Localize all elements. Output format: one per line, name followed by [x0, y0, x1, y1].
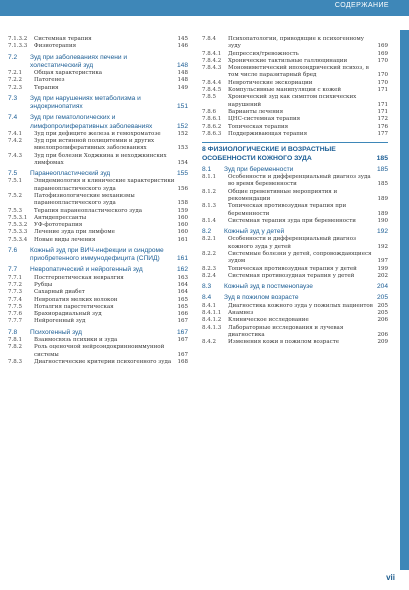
side-tab: [400, 30, 409, 570]
toc-entry-title: Невропатический и нейрогенный зуд: [30, 266, 143, 274]
toc-entry[interactable]: [202, 58, 388, 65]
toc-entry-title: Особенности и дифференциальный диагноз кожного зуда у детей: [228, 236, 357, 250]
toc-entry-page: 209: [377, 339, 388, 346]
toc-entry[interactable]: [8, 318, 188, 325]
toc-entry-number: 7.2.3: [8, 84, 22, 91]
toc-entry-number: 7.2: [8, 53, 18, 61]
toc-entry[interactable]: [8, 337, 188, 344]
toc-entry[interactable]: [8, 237, 188, 244]
toc-entry-page: 170: [377, 79, 388, 86]
toc-entry-title: Депрессия/тревожность: [228, 50, 299, 57]
toc-entry-number: 7.5.3.2: [8, 222, 28, 229]
toc-entry-page: 149: [177, 84, 188, 91]
toc-entry-title: Клиническое исследование: [228, 317, 309, 324]
toc-entry[interactable]: [8, 208, 188, 215]
toc-entry-title: Сахарный диабет: [34, 289, 85, 296]
toc-entry-title: Изменения кожи в пожилом возрасте: [228, 339, 339, 346]
toc-entry-title: Зуд при заболеваниях печени и холестатический зуд: [30, 53, 128, 69]
toc-entry[interactable]: [8, 311, 188, 318]
toc-entry[interactable]: [202, 80, 388, 87]
toc-entry-page: 167: [176, 328, 188, 336]
toc-entry-number: 8.4.2: [202, 339, 216, 346]
toc-entry-title: Системные болезни у детей, сопровождающиеся зудом: [228, 251, 372, 265]
toc-entry-number: 7.2.2: [8, 77, 22, 84]
toc-entry-title: Невротические экскориации: [228, 79, 313, 86]
toc-entry[interactable]: [8, 229, 188, 236]
toc-entry-page: 185: [376, 165, 388, 173]
toc-entry-number: 7.7.1: [8, 274, 22, 281]
toc-entry-number: 7.2.1: [8, 70, 22, 76]
toc-entry-page: 192: [376, 228, 388, 236]
toc-entry-page: 166: [177, 311, 188, 318]
toc-entry[interactable]: [8, 329, 188, 337]
toc-entry-title: Компульсивные манипуляции с кожей: [228, 87, 342, 94]
toc-entry[interactable]: [8, 114, 188, 130]
toc-entry-title: Зуд при истинной полицитемии и других миелопролиферативных заболеваниях: [34, 138, 155, 152]
toc-entry[interactable]: [202, 251, 388, 266]
toc-entry[interactable]: [202, 273, 388, 280]
toc-entry-title: Новые виды лечения: [34, 236, 96, 243]
toc-entry-number: 7.8.4: [202, 36, 216, 42]
toc-entry-number: 7.6: [8, 247, 18, 255]
toc-entry-title: Системная противозудная терапия у детей: [228, 272, 355, 279]
toc-entry-number: 7.8.4.4: [202, 79, 222, 86]
toc-entry[interactable]: [8, 178, 188, 193]
toc-entry[interactable]: [8, 153, 188, 168]
toc-entry-title: Лечение зуда при лимфоме: [34, 229, 115, 236]
toc-entry-title: Терапия: [34, 84, 59, 91]
toc-entry-title: ЦНС-системная терапия: [228, 116, 301, 123]
toc-entry-title: Ноталгия парестетическая: [34, 303, 114, 310]
toc-entry-number: 7.8.2: [8, 344, 22, 351]
toc-entry-title: Эпидемиология и клинические характеристики паранеопластического зуда: [34, 178, 175, 192]
toc-entry[interactable]: [8, 36, 188, 43]
toc-entry-title: УФ-фототерапия: [34, 222, 83, 229]
toc-entry-number: 7.5: [8, 170, 18, 178]
toc-entry[interactable]: [202, 109, 388, 116]
toc-entry-title: Поддерживающая терапия: [228, 130, 308, 137]
toc-entry[interactable]: [8, 359, 188, 366]
toc-entry-number: 7.7: [8, 266, 18, 274]
toc-entry-title: Паранеопластический зуд: [30, 170, 111, 178]
toc-entry-title: Рубцы: [34, 281, 53, 288]
toc-entry[interactable]: [8, 85, 188, 92]
toc-entry-page: 171: [377, 101, 388, 108]
toc-entry-title: Лабораторные исследования и лучевая диагностика: [228, 324, 344, 338]
toc-entry-number: 7.8.6: [202, 108, 216, 115]
toc-entry-number: 7.5.3.4: [8, 236, 28, 243]
toc-entry[interactable]: [202, 294, 388, 302]
toc-entry-number: 8.2: [202, 228, 212, 236]
toc-entry-title: Системная терапия: [34, 36, 92, 42]
toc-entry-number: 8.3: [202, 283, 212, 291]
toc-entry-number: 7.8.6.3: [202, 130, 222, 137]
toc-entry-page: 160: [177, 229, 188, 236]
toc-entry[interactable]: [202, 94, 388, 109]
toc-entry-title: Нейрогенный зуд: [34, 318, 86, 325]
toc-entry-number: 7.3: [8, 94, 18, 102]
toc-entry-page: 146: [177, 43, 188, 50]
toc-entry-page: 148: [177, 77, 188, 84]
toc-entry-title: Диагностические критерии психогенного зуда: [34, 358, 172, 365]
toc-entry-title: Общая характеристика: [34, 70, 103, 76]
toc-entry-page: 167: [177, 336, 188, 343]
toc-entry-page: 165: [177, 303, 188, 310]
toc-entry-title: Патогенез: [34, 77, 65, 84]
toc-entry[interactable]: [8, 344, 188, 359]
toc-entry-page: 152: [176, 122, 188, 130]
toc-entry-number: 7.5.3.3: [8, 229, 28, 236]
toc-entry[interactable]: [8, 275, 188, 282]
toc-entry-number: 8.4.1.2: [202, 317, 222, 324]
toc-entry-number: 7.8.1: [8, 336, 22, 343]
toc-entry[interactable]: [8, 247, 188, 263]
toc-entry[interactable]: [8, 193, 188, 208]
toc-entry-title: Хронические тактильные галлюцинации: [228, 57, 348, 64]
toc-entry-title: Постгерпетическая невралгия: [34, 274, 124, 281]
toc-entry-number: 8.2.2: [202, 251, 216, 258]
toc-entry-title: Анамнез: [228, 309, 254, 316]
toc-entry-title: Взаимосвязь психики и зуда: [34, 336, 118, 343]
toc-entry-page: 177: [377, 130, 388, 137]
toc-entry-page: 159: [177, 207, 188, 214]
toc-entry-title: Общие превентивные мероприятия и рекомендации: [228, 188, 338, 203]
toc-entry[interactable]: [8, 54, 188, 70]
toc-entry-number: 8.1: [202, 165, 212, 173]
toc-entry-number: 7.4.1: [8, 130, 22, 137]
header-bar: [0, 0, 409, 16]
toc-entry[interactable]: [8, 43, 188, 50]
toc-entry-title: Зуд при беременности: [224, 165, 294, 173]
toc-entry-number: 8.1.2: [202, 188, 216, 195]
toc-entry-number: 7.5.3: [8, 207, 22, 214]
toc-entry-number: 8.2.1: [202, 236, 216, 243]
toc-entry-page: 152: [177, 130, 188, 137]
toc-entry-page: 164: [177, 281, 188, 288]
toc-entry-number: 7.8: [8, 328, 18, 336]
toc-entry[interactable]: [8, 77, 188, 84]
toc-entry-title: Топическая противозудная терапия у детей: [228, 265, 357, 272]
toc-entry-title: Зуд при дефиците железа и гемохроматозе: [34, 130, 161, 137]
toc-entry-number: 7.4.2: [8, 138, 22, 144]
toc-entry[interactable]: [8, 266, 188, 274]
toc-entry-title: Кожный зуд у детей: [224, 228, 285, 236]
toc-entry-page: 190: [377, 217, 388, 224]
toc-entry-page: 205: [377, 302, 388, 309]
toc-entry[interactable]: [202, 325, 388, 340]
toc-entry-title: Топическая противозудная терапия при беременности: [228, 203, 347, 217]
toc-entry[interactable]: [202, 236, 388, 251]
toc-entry-title: Патофизиологические механизмы паранеопластического зуда: [34, 192, 135, 207]
toc-entry-page: 161: [177, 236, 188, 243]
toc-entry-number: 7.5.1: [8, 178, 22, 185]
toc-entry-number: 7.7.6: [8, 311, 22, 318]
toc-entry[interactable]: [202, 51, 388, 58]
toc-entry-page: 171: [377, 108, 388, 115]
toc-entry-page: 171: [377, 87, 388, 94]
toc-entry[interactable]: [202, 317, 388, 324]
toc-entry[interactable]: [202, 303, 388, 310]
toc-entry[interactable]: [8, 138, 188, 153]
toc-entry-title: Системная терапия зуда при беременности: [228, 217, 356, 224]
toc-entry-title: Психопатологии, приводящие к психогенному зуду: [228, 36, 364, 50]
toc-entry-title: Физиотерапия: [34, 43, 77, 50]
toc-entry-number: 7.5.2: [8, 192, 22, 199]
toc-entry-title: Брахиорадиальный зуд: [34, 311, 102, 318]
toc-entry-page: 202: [377, 272, 388, 279]
toc-entry-page: 192: [377, 243, 388, 250]
toc-entry-page: 189: [377, 196, 388, 203]
toc-entry-title: Хронический зуд как симптом психических нарушений: [228, 94, 357, 108]
toc-entry[interactable]: [202, 116, 388, 123]
toc-entry-page: 156: [177, 185, 188, 192]
toc-entry-title: Терапия паранеопластического зуда: [34, 207, 143, 214]
toc-entry[interactable]: [202, 65, 388, 80]
toc-entry-title: Зуд в пожилом возрасте: [224, 294, 299, 302]
toc-entry[interactable]: [8, 304, 188, 311]
toc-entry-number: 7.1.3.2: [8, 36, 28, 42]
toc-entry[interactable]: [202, 266, 388, 273]
toc-entry-page: 205: [376, 294, 388, 302]
page-number: vii: [386, 573, 395, 582]
toc-entry-page: 155: [176, 170, 188, 178]
toc-entry-page: 189: [377, 210, 388, 217]
toc-entry[interactable]: [202, 310, 388, 317]
toc-entry-page: 160: [177, 222, 188, 229]
toc-entry-number: 7.7.2: [8, 281, 22, 288]
toc-entry-page: 148: [176, 61, 188, 69]
toc-entry[interactable]: [202, 218, 388, 225]
toc-entry-title: Мономиметический ипохондрический психоз, в том числе паразитарный бред: [228, 65, 369, 79]
toc-entry-page: 170: [377, 57, 388, 64]
toc-entry-number: 7.7.5: [8, 303, 22, 310]
toc-entry-title: 8 ФИЗИОЛОГИЧЕСКИЕ И ВОЗРАСТНЫЕ ОСОБЕННОСТИ КОЖНОГО ЗУДА: [202, 146, 336, 162]
toc-entry-number: 8.1.3: [202, 203, 216, 210]
toc-entry-page: 185: [377, 181, 388, 188]
toc-entry-page: 169: [377, 50, 388, 57]
toc-entry-title: Особенности и дифференциальный диагноз зуда во время беременности: [228, 174, 371, 188]
toc-entry-page: 154: [177, 159, 188, 166]
toc-entry-page: 199: [377, 265, 388, 272]
toc-entry[interactable]: [202, 87, 388, 94]
toc-entry-number: 8.1.1: [202, 174, 216, 181]
toc-entry[interactable]: [202, 166, 388, 174]
toc-entry-number: 7.8.3: [8, 358, 22, 365]
toc-entry-number: 7.7.7: [8, 318, 22, 325]
toc-entry[interactable]: [202, 124, 388, 131]
toc-entry-number: 8.4: [202, 294, 212, 302]
toc-entry[interactable]: [202, 174, 388, 189]
toc-entry[interactable]: [202, 131, 388, 138]
toc-entry[interactable]: [202, 36, 388, 51]
toc-entry-title: Топическая терапия: [228, 123, 289, 130]
toc-entry-number: 7.8.4.2: [202, 57, 222, 64]
toc-entry-number: 7.4: [8, 114, 18, 122]
toc-entry[interactable]: [8, 70, 188, 77]
toc-entry-title: Зуд при нарушениях метаболизма и эндокринопатиях: [30, 94, 141, 111]
toc-entry-page: 153: [177, 145, 188, 152]
toc-entry-page: 168: [177, 358, 188, 365]
toc-entry-page: 148: [177, 70, 188, 76]
toc-entry[interactable]: [8, 95, 188, 111]
toc-entry-page: 206: [377, 331, 388, 338]
toc-entry[interactable]: [202, 189, 388, 204]
running-header: СОДЕРЖАНИЕ: [334, 2, 389, 9]
toc-entry-page: 160: [177, 214, 188, 221]
toc-entry-page: 172: [377, 116, 388, 123]
toc-entry-page: 162: [176, 266, 188, 274]
toc-entry-page: 170: [377, 72, 388, 79]
toc-entry[interactable]: [8, 131, 188, 138]
toc-entry-page: 206: [377, 317, 388, 324]
toc-right-column: [202, 36, 388, 346]
toc-entry-number: 8.2.3: [202, 265, 216, 272]
toc-entry-number: 7.8.6.1: [202, 116, 222, 123]
toc-entry-page: 158: [177, 200, 188, 207]
toc-entry-title: Роль оценочной нейроэндокринноиммунной системы: [34, 344, 165, 358]
toc-entry-page: 145: [177, 36, 188, 42]
toc-entry-number: 7.5.3.1: [8, 214, 28, 221]
toc-entry-number: 7.7.4: [8, 296, 22, 303]
toc-entry-page: 167: [177, 318, 188, 325]
toc-entry-number: 7.1.3.3: [8, 43, 28, 50]
toc-entry[interactable]: [202, 142, 388, 163]
toc-entry[interactable]: [8, 297, 188, 304]
toc-entry-title: Психогенный зуд: [30, 328, 82, 336]
toc-entry-number: 7.4.3: [8, 152, 22, 159]
toc-entry-number: 8.2.4: [202, 272, 216, 279]
toc-left-column: [8, 36, 188, 366]
toc-entry-title: Кожный зуд при ВИЧ-инфекции и синдроме приобретенного иммунодефицита (СПИД): [30, 247, 164, 263]
toc-entry-page: 161: [176, 255, 188, 263]
toc-entry-number: 8.4.1.3: [202, 324, 222, 331]
toc-entry-number: 8.4.1: [202, 302, 216, 309]
toc-entry-title: Невропатия мелких волокон: [34, 296, 118, 303]
toc-entry[interactable]: [202, 339, 388, 346]
toc-entry-number: 7.8.4.3: [202, 65, 222, 72]
toc-entry-page: 167: [177, 351, 188, 358]
toc-entry-number: 7.7.3: [8, 289, 22, 296]
toc-entry-number: 7.8.6.2: [202, 123, 222, 130]
toc-entry-number: 8.1.4: [202, 217, 216, 224]
toc-entry-number: 7.8.5: [202, 94, 216, 101]
toc-entry-title: Антидепрессанты: [34, 214, 87, 221]
toc-entry-page: 185: [376, 154, 388, 162]
toc-entry[interactable]: [8, 289, 188, 296]
toc-entry-number: 7.8.4.5: [202, 87, 222, 94]
toc-entry-title: Кожный зуд в постменопаузе: [224, 283, 313, 291]
toc-entry-page: 164: [177, 289, 188, 296]
toc-entry-number: 7.8.4.1: [202, 50, 222, 57]
toc-entry[interactable]: [202, 203, 388, 218]
toc-entry[interactable]: [202, 283, 388, 291]
toc-entry-number: 8.4.1.1: [202, 309, 222, 316]
toc-entry-page: 197: [377, 258, 388, 265]
toc-entry-title: Диагностика кожного зуда у пожилых пациентов: [228, 302, 373, 309]
toc-entry-page: 165: [177, 296, 188, 303]
toc-entry-title: Зуд при гематологических и лимфопролиферативных заболеваниях: [30, 114, 153, 130]
toc-entry-title: Зуд при болезни Ходжкина и неходжкинских лимфомах: [34, 152, 167, 166]
toc-entry-title: Варианты лечения: [228, 108, 284, 115]
toc-entry-page: 163: [177, 274, 188, 281]
toc-entry-page: 176: [377, 123, 388, 130]
toc-entry-page: 151: [176, 103, 188, 111]
toc-entry-page: 204: [376, 283, 388, 291]
toc-entry-page: 205: [377, 309, 388, 316]
toc-entry[interactable]: [8, 170, 188, 178]
toc-entry-page: 169: [377, 43, 388, 50]
